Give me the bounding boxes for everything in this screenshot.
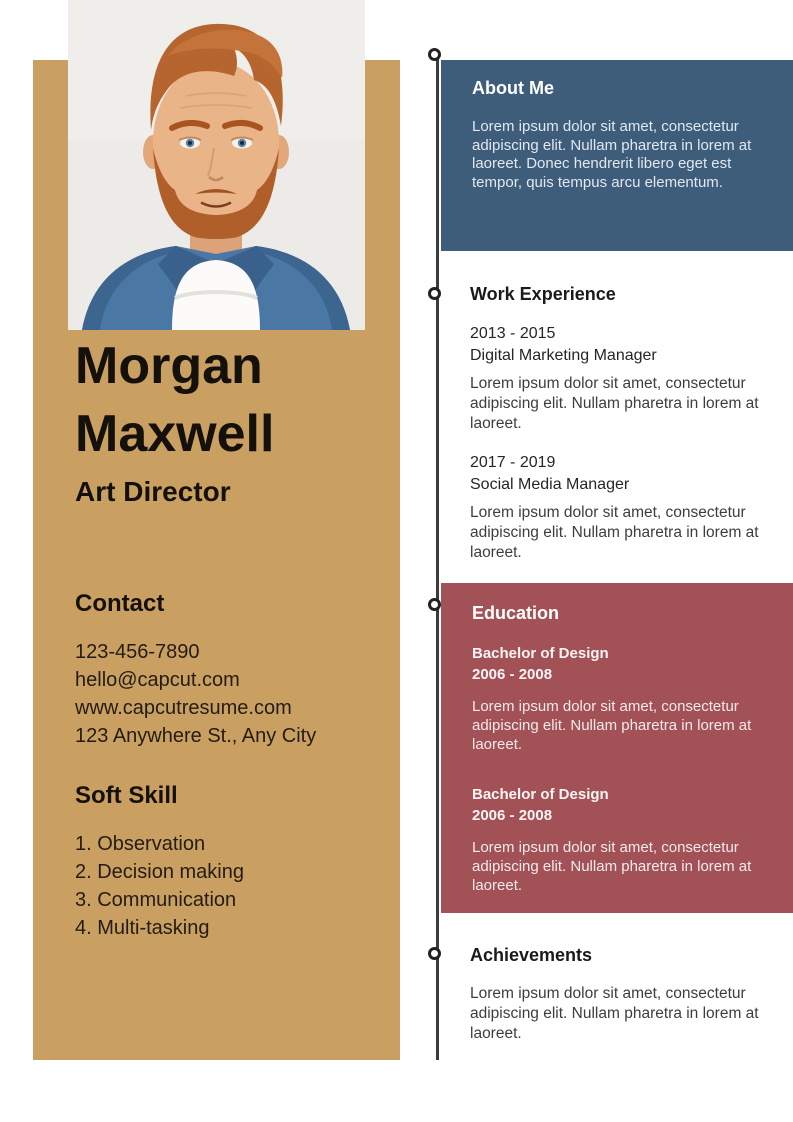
education-entry xyxy=(472,643,765,754)
timeline-dot-icon xyxy=(428,947,441,960)
education-body: Lorem ipsum dolor sit amet, consectetur adipiscing elit. Nullam pharetra in lorem at laoreet. xyxy=(472,698,752,753)
achievements-section xyxy=(470,944,782,1044)
work-entry-body: Lorem ipsum dolor sit amet, consectetur adipiscing elit. Nullam pharetra in lorem at laoreet. xyxy=(470,375,759,432)
work-experience-section xyxy=(470,283,782,563)
education-heading: Education xyxy=(472,603,560,623)
soft-skill-list xyxy=(75,830,244,942)
timeline-dot-icon xyxy=(428,48,441,61)
education-degree: Bachelor of Design xyxy=(472,645,609,662)
work-entry-period: 2013 - 2015 xyxy=(470,325,556,342)
education-body: Lorem ipsum dolor sit amet, consectetur adipiscing elit. Nullam pharetra in lorem at laoreet. xyxy=(472,839,752,894)
contact-address: 123 Anywhere St., Any City xyxy=(75,725,317,747)
contact-phone[interactable]: 123-456-7890 xyxy=(75,641,200,663)
work-entry-role: Social Media Manager xyxy=(470,475,630,493)
soft-skill-item: 2. Decision making xyxy=(75,861,244,883)
name-first-line: Morgan xyxy=(75,337,263,395)
achievements-heading: Achievements xyxy=(470,945,593,965)
education-period: 2006 - 2008 xyxy=(472,807,553,824)
timeline-dot-icon xyxy=(428,287,441,300)
work-entry-body: Lorem ipsum dolor sit amet, consectetur adipiscing elit. Nullam pharetra in lorem at laoreet. xyxy=(470,504,759,561)
work-entry xyxy=(470,323,782,434)
contact-website[interactable]: www.capcutresume.com xyxy=(75,697,292,719)
timeline-line xyxy=(436,57,439,1060)
soft-skill-item: 3. Communication xyxy=(75,889,237,911)
soft-skill-item: 1. Observation xyxy=(75,833,206,855)
work-experience-heading: Work Experience xyxy=(470,284,616,304)
education-entry xyxy=(472,784,765,895)
education-period: 2006 - 2008 xyxy=(472,666,553,683)
about-me-heading: About Me xyxy=(472,78,554,98)
name-last-line: Maxwell xyxy=(75,405,275,463)
work-entry-period: 2017 - 2019 xyxy=(470,454,556,471)
education-section xyxy=(441,583,793,913)
about-me-section xyxy=(441,60,793,251)
work-entry xyxy=(470,452,782,563)
job-title: Art Director xyxy=(75,476,231,507)
person-name xyxy=(75,332,274,468)
portrait-photo-illustration xyxy=(68,0,365,330)
education-degree: Bachelor of Design xyxy=(472,786,609,803)
contact-section xyxy=(75,638,316,750)
soft-skill-heading: Soft Skill xyxy=(75,782,178,809)
timeline-dot-icon xyxy=(428,598,441,611)
soft-skill-item: 4. Multi-tasking xyxy=(75,917,210,939)
contact-email[interactable]: hello@capcut.com xyxy=(75,669,240,691)
achievements-body: Lorem ipsum dolor sit amet, consectetur adipiscing elit. Nullam pharetra in lorem at laoreet. xyxy=(470,985,759,1042)
about-me-body: Lorem ipsum dolor sit amet, consectetur adipiscing elit. Nullam pharetra in lorem at laoreet. Donec hendrerit libero eget est tempor, quis tempus arcu elementum. xyxy=(472,118,752,191)
work-entry-role: Digital Marketing Manager xyxy=(470,346,657,364)
contact-heading: Contact xyxy=(75,590,165,617)
portrait-photo xyxy=(68,0,365,330)
